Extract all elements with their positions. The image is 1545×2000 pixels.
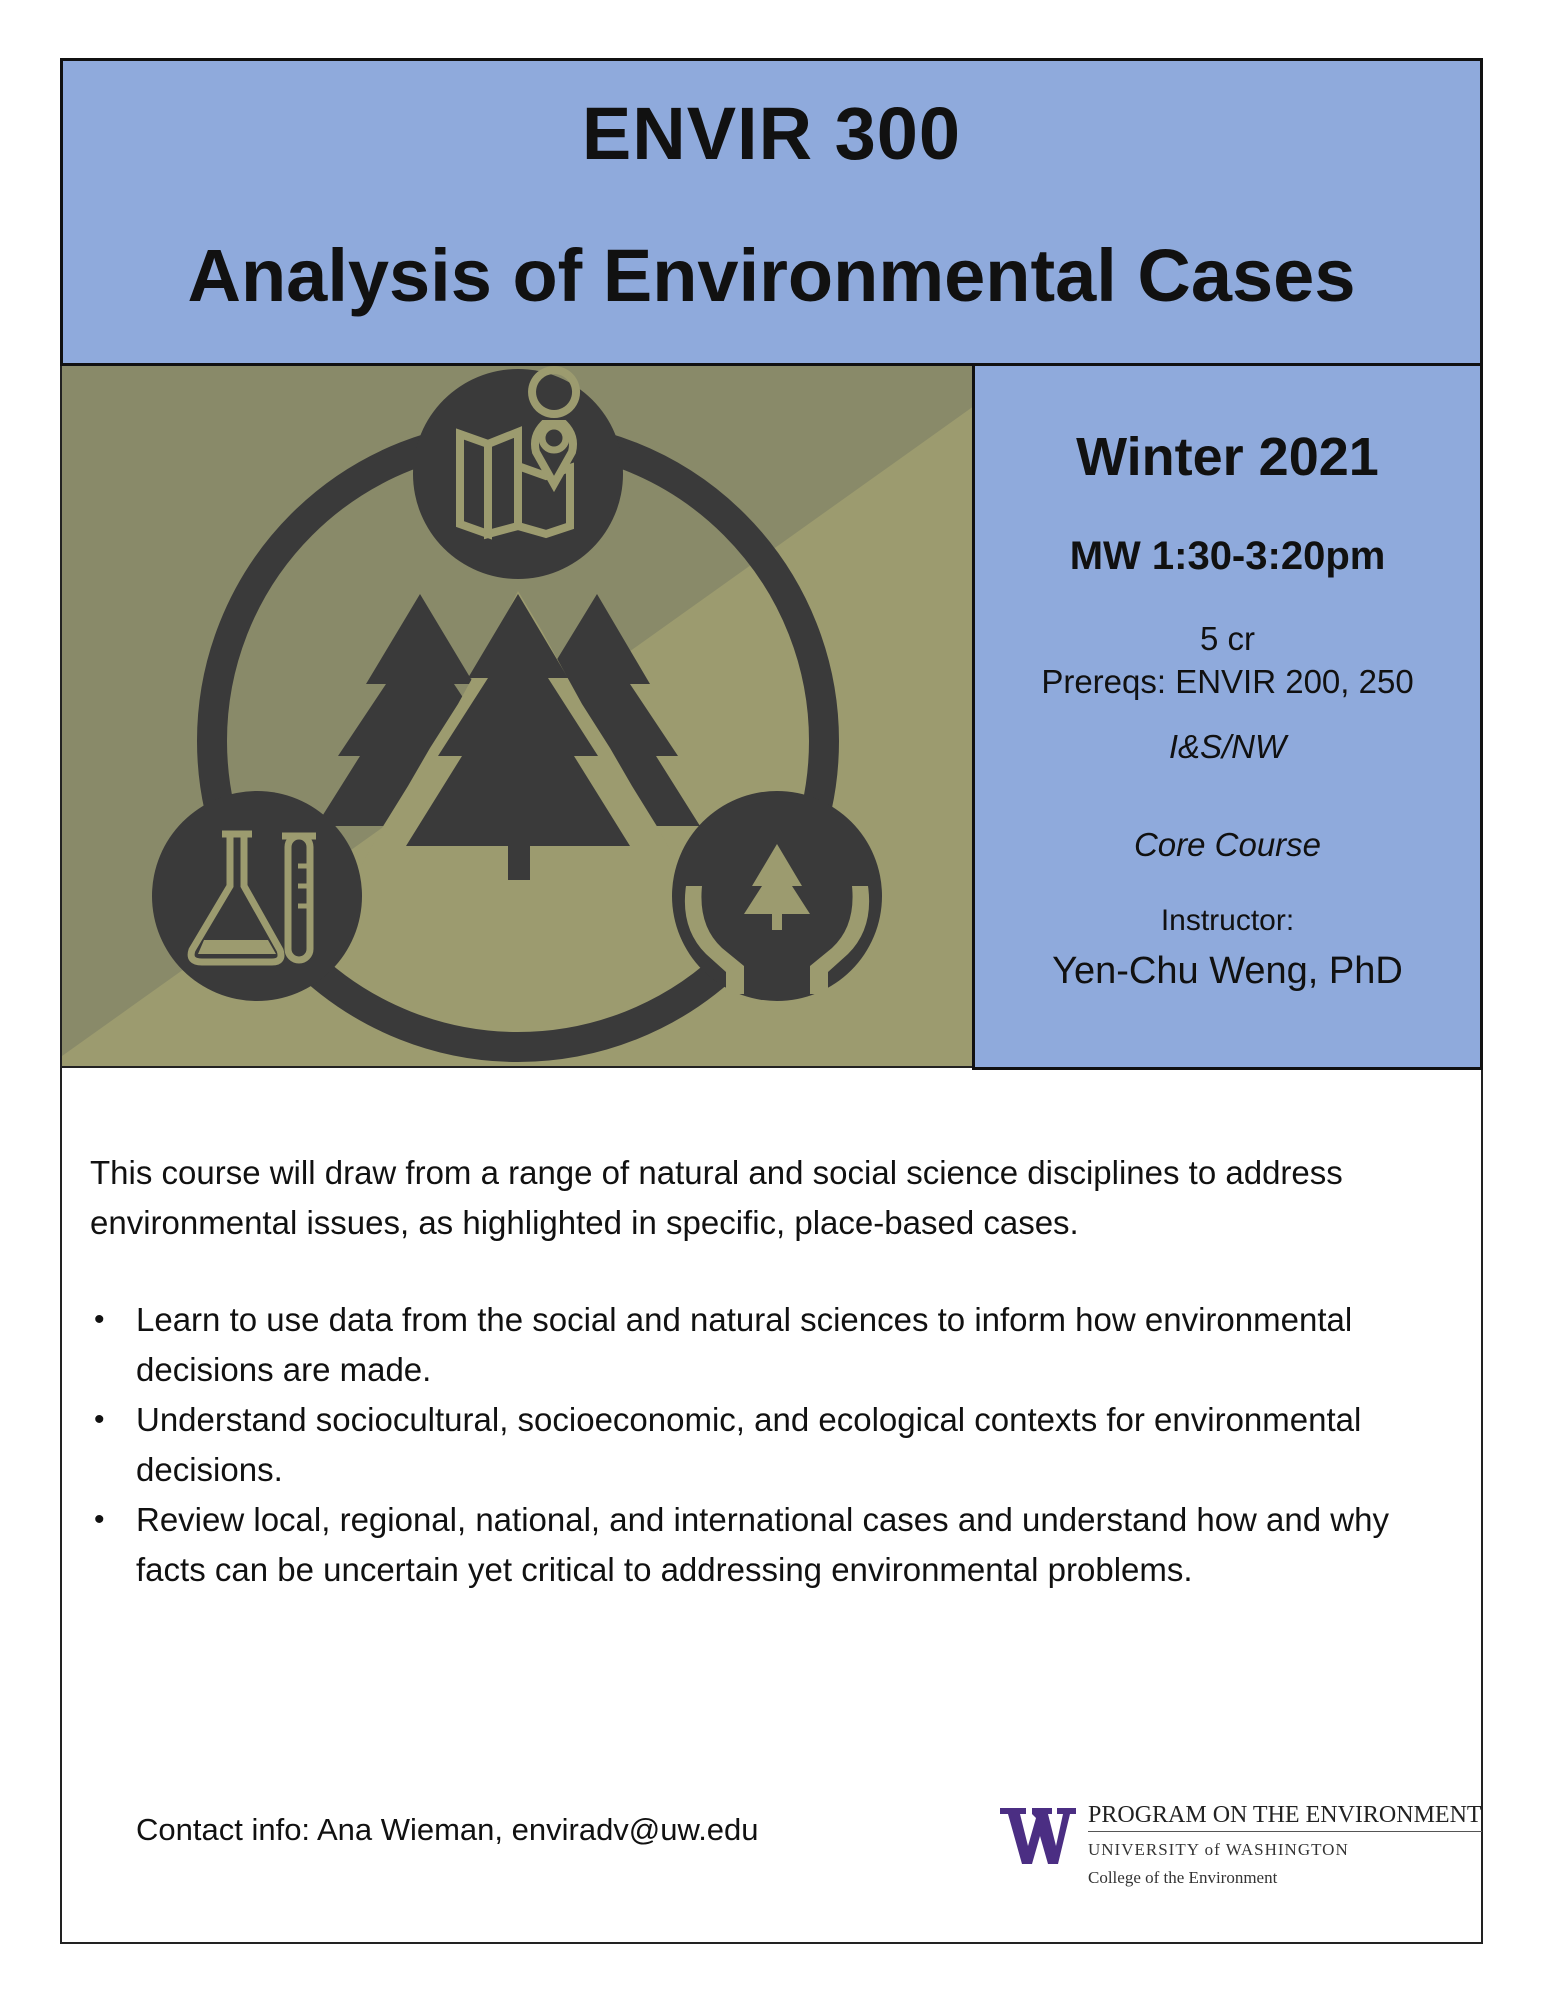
course-schedule: MW 1:30-3:20pm xyxy=(1069,534,1386,578)
bullet-icon: • xyxy=(94,1503,105,1536)
uw-w-logo-icon xyxy=(1000,1808,1076,1864)
environment-cycle-illustration xyxy=(62,366,972,1068)
course-designation: I&S/NW xyxy=(1168,728,1287,765)
course-title: Analysis of Environmental Cases xyxy=(187,234,1356,317)
instructor-label: Instructor: xyxy=(1160,904,1295,937)
university-name: UNIVERSITY of WASHINGTON xyxy=(1088,1840,1349,1859)
list-item xyxy=(90,1495,1430,1595)
objective-text: Understand sociocultural, socioeconomic, and ecological contexts for environmental decisions. xyxy=(136,1401,1362,1488)
program-name: PROGRAM ON THE ENVIRONMENT xyxy=(1088,1802,1482,1832)
hands-tree-icon xyxy=(672,791,882,1001)
bullet-icon: • xyxy=(94,1403,105,1436)
bullet-icon: • xyxy=(94,1303,105,1336)
course-term: Winter 2021 xyxy=(1076,427,1379,487)
course-code: ENVIR 300 xyxy=(581,92,962,175)
map-pin-icon xyxy=(413,369,623,579)
uw-program-logo xyxy=(1000,1800,1482,1910)
course-credits: 5 cr xyxy=(1199,620,1255,657)
list-item xyxy=(90,1395,1430,1495)
lab-flask-icon xyxy=(152,791,362,1001)
college-name: College of the Environment xyxy=(1088,1868,1278,1887)
course-graphic xyxy=(60,366,972,1068)
header-banner xyxy=(60,58,1483,366)
course-prereqs: Prereqs: ENVIR 200, 250 xyxy=(1041,663,1414,700)
list-item xyxy=(90,1295,1430,1395)
course-info-panel xyxy=(972,366,1483,1070)
course-type: Core Course xyxy=(1133,826,1322,863)
objective-text: Review local, regional, national, and international cases and understand how and why facts can be uncertain yet critical to addressing environmental problems. xyxy=(136,1501,1389,1588)
instructor-name: Yen-Chu Weng, PhD xyxy=(1052,950,1403,992)
course-description: This course will draw from a range of natural and social science disciplines to address environmental issues, as highlighted in specific, place-based cases. xyxy=(90,1154,1343,1241)
objective-text: Learn to use data from the social and natural sciences to inform how environmental decisions are made. xyxy=(136,1301,1353,1388)
learning-objectives xyxy=(90,1295,1430,1595)
contact-info: Contact info: Ana Wieman, enviradv@uw.edu xyxy=(136,1812,759,1847)
